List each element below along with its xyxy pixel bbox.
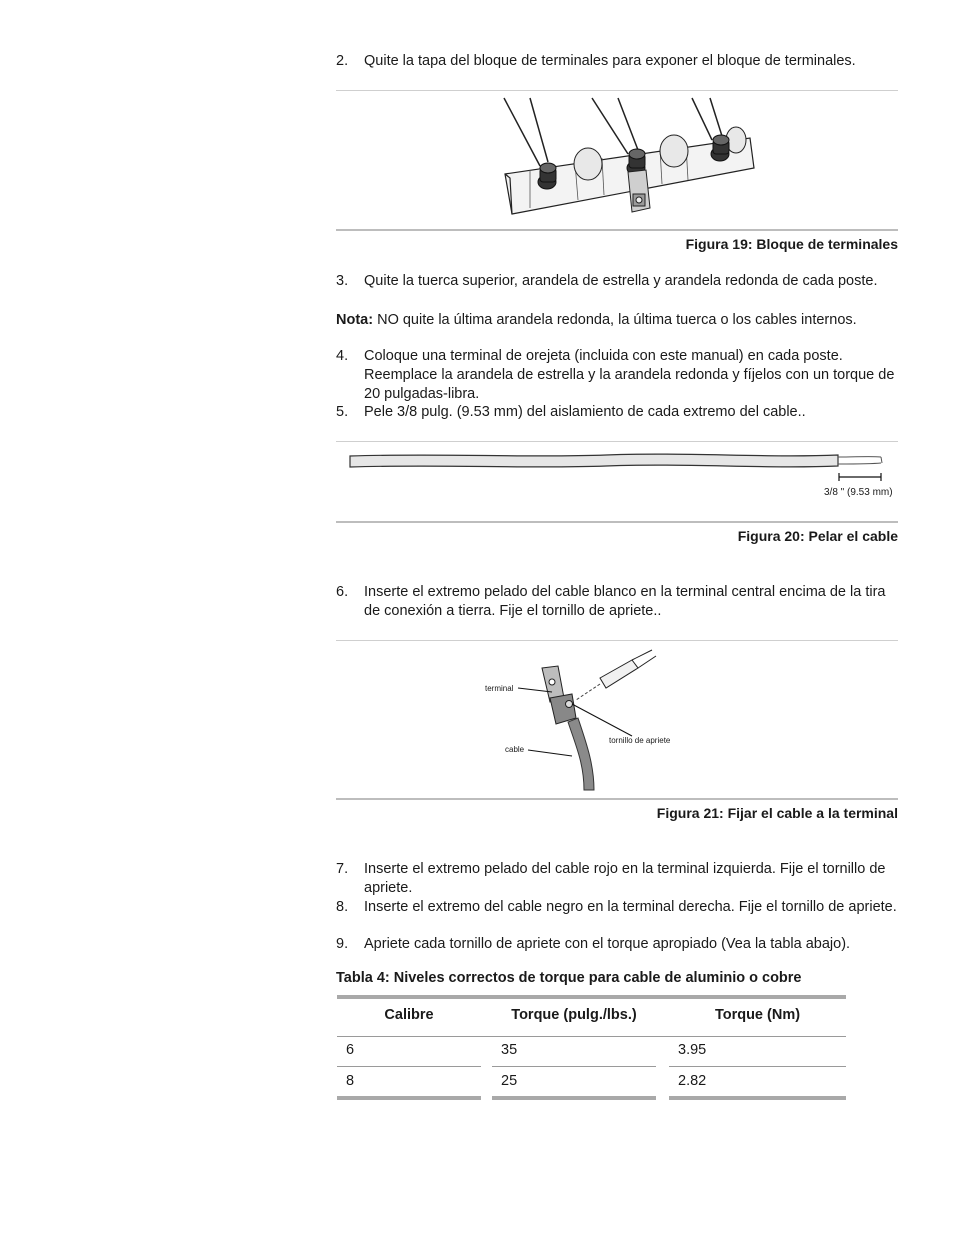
step-number: 7. [336,861,349,877]
figure-bottom-rule [336,798,898,800]
cable-label: cable [505,745,525,754]
step-text: Quite la tapa del bloque de terminales para exponer el bloque de terminales. [364,53,856,69]
step-text: Coloque una terminal de orejeta (incluida con este manual) en cada poste. Reemplace la arandela de estrella y la arandela redonda y fíjelos con un torque de 20 pulgadas-libra. [364,348,895,402]
figure-19-caption: Figura 19: Bloque de terminales [685,236,898,252]
step-8 [336,898,898,936]
table-cell: 25 [501,1073,518,1089]
step-6 [336,583,898,621]
step-text: Pele 3/8 pulg. (9.53 mm) del aislamiento de cada extremo del cable.. [364,404,806,420]
terminal-label: terminal [485,684,514,693]
note-text: NO quite la última arandela redonda, la última tuerca o los cables internos. [373,312,857,328]
table-header: Torque (pulg./lbs.) [511,1007,637,1023]
step-text: Inserte el extremo del cable negro en la terminal derecha. Fije el tornillo de apriete. [364,899,897,915]
table-top-bar [337,995,846,999]
table-bottom-bar [337,1096,481,1100]
figure-top-rule [336,640,898,641]
table-bottom-bar [492,1096,656,1100]
cable-stripping-illustration [346,448,900,504]
note-label: Nota: [336,312,374,328]
table-cell: 2.82 [678,1073,707,1089]
table-row-rule [337,1066,481,1067]
table-row-rule [669,1066,846,1067]
figure-21-caption: Figura 21: Fijar el cable a la terminal [656,805,898,821]
table-cell: 8 [346,1073,355,1089]
table-header: Calibre [384,1007,434,1023]
step-text: Inserte el extremo pelado del cable blanco en la terminal central encima de la tira de conexión a tierra. Fije el tornillo de apriete.. [364,584,886,619]
table-row-rule [492,1066,656,1067]
note [336,311,898,330]
step-number: 8. [336,899,349,915]
step-number: 3. [336,273,349,289]
step-4 [336,347,898,404]
step-text: Inserte el extremo pelado del cable rojo en la terminal izquierda. Fije el tornillo de apriete. [364,861,886,896]
step-text: Apriete cada tornillo de apriete con el torque apropiado (Vea la tabla abajo). [364,936,851,952]
table-title: Tabla 4: Niveles correctos de torque para cable de aluminio o cobre [336,970,802,986]
figure-20-caption: Figura 20: Pelar el cable [737,528,898,544]
step-number: 4. [336,348,349,364]
step-number: 5. [336,404,349,420]
step-number: 6. [336,584,349,600]
figure-bottom-rule [336,229,898,231]
table-cell: 3.95 [678,1042,707,1058]
table-bottom-bar [669,1096,846,1100]
step-text: Quite la tuerca superior, arandela de estrella y arandela redonda de cada poste. [364,273,878,289]
terminal-block-illustration [500,96,756,220]
table-header-rule [337,1036,846,1037]
table-cell: 6 [346,1042,355,1058]
step-number: 9. [336,936,349,952]
screw-label: tornillo de apriete [609,736,671,745]
table-header: Torque (Nm) [714,1007,801,1023]
step-7 [336,860,898,898]
figure-bottom-rule [336,521,898,523]
table-cell: 35 [501,1042,518,1058]
figure-top-rule [336,441,898,442]
step-number: 2. [336,53,349,69]
cable-terminal-illustration [480,646,690,794]
figure-top-rule [336,90,898,91]
dimension-label: 3/8 " (9.53 mm) [824,487,893,498]
